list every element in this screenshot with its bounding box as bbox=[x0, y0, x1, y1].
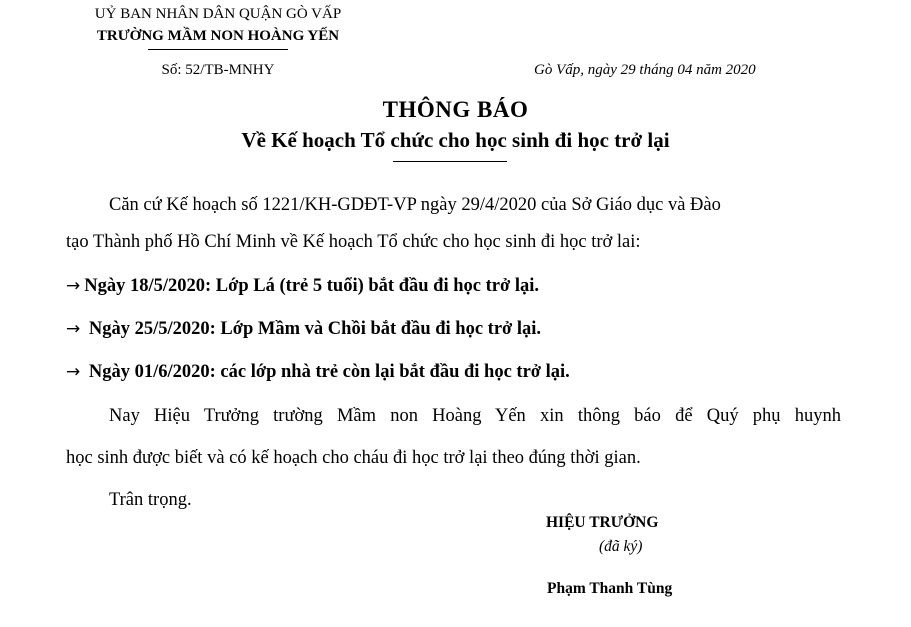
schedule-item bbox=[66, 362, 570, 383]
schedule-item-text: Ngày 18/5/2020: Lớp Lá (trẻ 5 tuổi) bắt đầu đi học trở lại. bbox=[84, 276, 539, 296]
announcement-paragraph-line1: Nay Hiệu Trưởng trường Mầm non Hoàng Yến xin thông báo để Quý phụ huynh bbox=[109, 406, 841, 426]
document-title: THÔNG BÁO bbox=[382, 97, 529, 122]
org-name-line2: TRƯỜNG MẦM NON HOÀNG YẾN bbox=[96, 28, 340, 44]
signer-name: Phạm Thanh Tùng bbox=[547, 580, 673, 597]
arrow-right-icon: → bbox=[66, 319, 81, 339]
document-number: Số: 52/TB-MNHY bbox=[161, 62, 275, 78]
arrow-right-icon: → bbox=[66, 362, 81, 382]
place-and-date: Gò Vấp, ngày 29 tháng 04 năm 2020 bbox=[534, 62, 756, 78]
schedule-item bbox=[66, 319, 541, 340]
basis-paragraph-line2: tạo Thành phố Hồ Chí Minh về Kế hoạch Tổ chức cho học sinh đi học trở lai: bbox=[66, 232, 641, 252]
org-name-line1: UỶ BAN NHÂN DÂN QUẬN GÒ VẤP bbox=[94, 6, 342, 22]
signed-note: (đã ký) bbox=[599, 538, 643, 555]
announcement-paragraph-line2: học sinh được biết và có kế hoạch cho cháu đi học trở lại theo đúng thời gian. bbox=[66, 448, 641, 468]
schedule-item-text: Ngày 01/6/2020: các lớp nhà trẻ còn lại bắt đầu đi học trở lại. bbox=[88, 362, 570, 382]
closing-greeting: Trân trọng. bbox=[109, 490, 192, 510]
org-underline-divider bbox=[148, 49, 288, 50]
arrow-right-icon: → bbox=[66, 276, 81, 296]
schedule-item bbox=[66, 276, 539, 297]
schedule-item-text: Ngày 25/5/2020: Lớp Mầm và Chồi bắt đầu đi học trở lại. bbox=[88, 319, 542, 339]
signer-title: HIỆU TRƯỞNG bbox=[546, 514, 659, 531]
document-subtitle: Về Kế hoạch Tổ chức cho học sinh đi học trở lại bbox=[241, 128, 670, 152]
basis-paragraph-line1: Căn cứ Kế hoạch số 1221/KH-GDĐT-VP ngày 29/4/2020 của Sở Giáo dục và Đào bbox=[109, 195, 721, 215]
title-underline-divider bbox=[393, 161, 507, 162]
